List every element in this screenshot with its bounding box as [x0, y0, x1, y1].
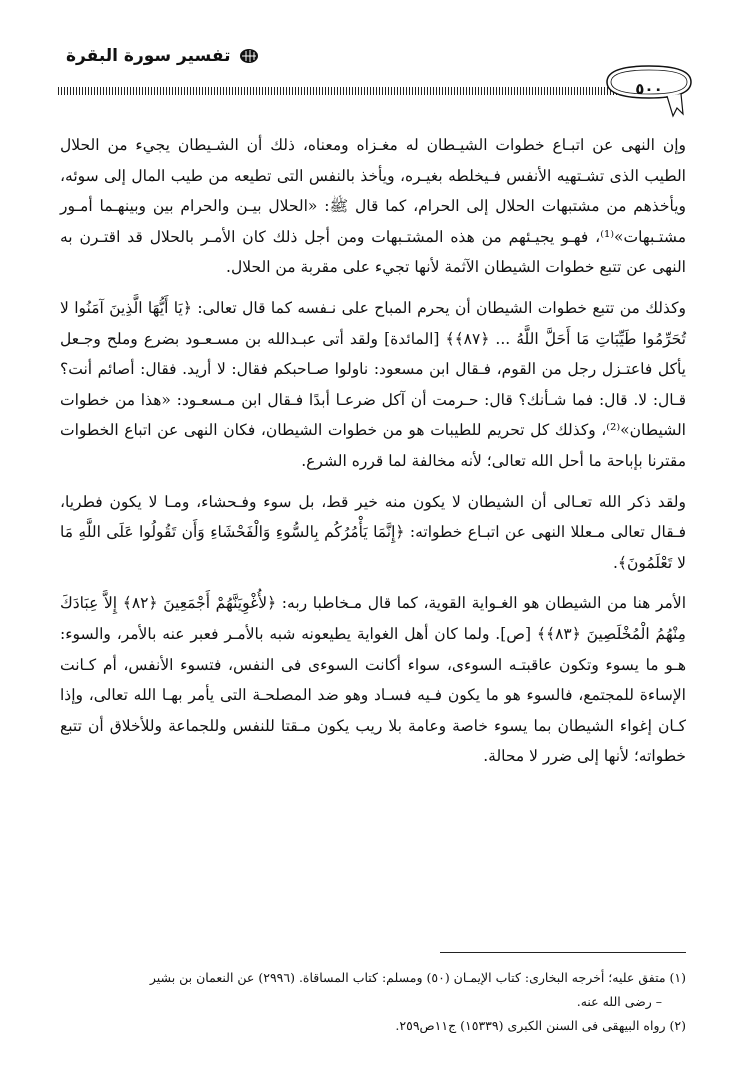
page-number: ٥٠٠ [635, 80, 663, 98]
page-header [58, 40, 688, 120]
footnotes [60, 966, 686, 1038]
paragraph-2: وكذلك من تتبع خطوات الشيطان أن يحرم المباح على نـفسه كما قال تعالى: ﴿يَا أَيُّهَا الَّذِينَ آمَنُوا لا تُحَرِّمُوا طَيِّبَاتِ مَا أَحَلَّ اللَّهُ ... ﴿٨٧﴾﴾ [المائدة] ولقد أتى عبـدالله بن مسـعـود بضرع وملح وجـعل يأكل فاعتـزل رجل من القوم، فـقال ابن مسعود: ناولوا صـاحبكم فقال: لا أريد. فقال: أصائم أنت؟ قـال: لا. قال: فما شـأنك؟ قال: حـرمت أن آكل ضرعـا أبدًا فـقال ابن مـسعـود: «هذا من خطوات الشيطان»⁽²⁾، وكذلك كل تحريم للطيبات هو من خطوات الشيطان، فكان النهى عن اتباع الخطوات مقترنا بإباحة ما أحل الله تعالى؛ لأنه مخالفة لما قرره الشرع. [60, 298, 686, 470]
page-title: تفسير سورة البقرة [66, 46, 231, 66]
footnote-1: (١) متفق عليه؛ أخرجه البخارى: كتاب الإيمـان (٥٠) ومسلم: كتاب المساقاة. (٢٩٩٦) عن النعمان بن بشير [149, 970, 686, 985]
footnote-1-continued: – رضى الله عنه. [576, 994, 662, 1009]
paragraph-3: ولقد ذكر الله تعـالى أن الشيطان لا يكون منه خير قط، بل سوء وفـحشاء، ومـا لا يكون فطريا، فـقال تعالى مـعللا النهى عن اتبـاع خطواته: ﴿إِنَّمَا يَأْمُرُكُم بِالسُّوءِ وَالْفَحْشَاءِ وَأَن تَقُولُوا عَلَى اللَّهِ مَا لا تَعْلَمُونَ﴾. [60, 492, 686, 572]
footnote-separator [440, 952, 686, 953]
paragraph-1: وإن النهى عن اتبـاع خطوات الشيـطان له مغـزاه ومعناه، ذلك أن الشـيطان يجيء من الحلال الطيب الذى تشـتهيه الأنفس فـيخلطه بغيـره، ويأخذ بالنفس التى تطيعه من طيب المال إلى سوئه، ويأخذهم من مشتبهات الحلال إلى الحرام، كما قال ﷺ: «الحلال بيـن والحرام بين وبينهـما أمـور مشتـبهات»⁽¹⁾، فهـو يجيـئهم من هذه المشتـبهات ومن أجل ذلك كان الأمـر بالحلال قد اقتـرن به النهى عن تتبع خطوات الشيطان الآثمة لأنها تجيء على مقربة من الحلال. [60, 136, 686, 277]
main-text [60, 130, 686, 782]
leaf-ornament-icon [238, 47, 260, 65]
footnote-2: (٢) رواه البيهقى فى السنن الكبرى (١٥٣٣٩) ج١١ص٢٥٩. [395, 1018, 686, 1033]
header-rule [58, 87, 618, 95]
paragraph-4: الأمر هنا من الشيطان هو الغـواية القوية، كما قال مـخاطبا ربه: ﴿لأُغْوِيَنَّهُمْ أَجْمَعِينَ ﴿٨٢﴾ إِلاَّ عِبَادَكَ مِنْهُمُ الْمُخْلَصِينَ ﴿٨٣﴾﴾ [ص]. ولما كان أهل الغواية يطيعونه شبه بالأمـر فعبر عنه بالأمر، والسوء: هـو ما يسوء وتكون عاقبتـه السوءى، سواء أكانت السوءى فى النفس، فتسوء الأنفس، أم كـانت الإساءة للمجتمع، فالسوء هو ما يكون فـيه فسـاد وهو ضد المصلحـة التى يأمر بهـا الله تعالى، وإذا كـان إغواء الشيطان بما يسوء خاصة وعامة بلا ريب يكون مـقتا للنفس وللجماعة وللأخلاق أن تتبع خطواته؛ لأنها إلى ضرر لا محالة. [60, 594, 686, 766]
running-head [66, 46, 260, 66]
